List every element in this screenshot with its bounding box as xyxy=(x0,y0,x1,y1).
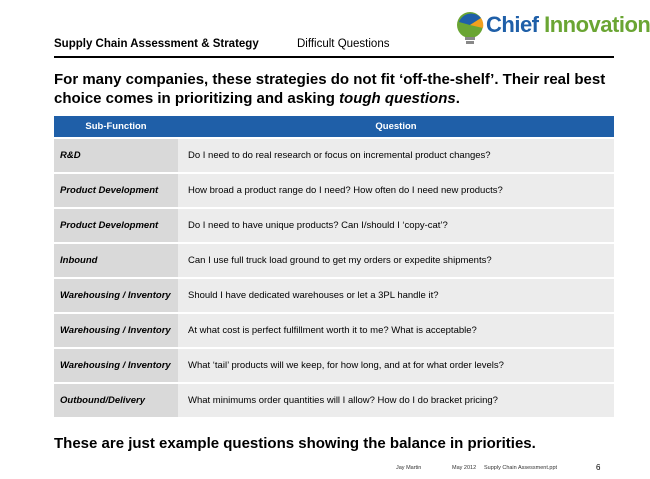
sub-function-cell: Outbound/Delivery xyxy=(54,383,178,418)
sub-function-cell: Warehousing / Inventory xyxy=(54,348,178,383)
headline-text: For many companies, these strategies do not fit ‘off-the-shelf’. Their real best choice comes in prioritizing and asking xyxy=(54,71,606,107)
header-section: Difficult Questions xyxy=(297,38,390,50)
sub-function-cell: Product Development xyxy=(54,173,178,208)
question-cell: How broad a product range do I need? How often do I need new products? xyxy=(178,173,614,208)
column-header-question: Question xyxy=(178,116,614,138)
questions-table xyxy=(54,116,614,419)
sub-function-cell: Warehousing / Inventory xyxy=(54,278,178,313)
headline-end: . xyxy=(455,90,460,107)
footer-statement: These are just example questions showing the balance in priorities. xyxy=(54,435,536,452)
footer-author: Jay Martin xyxy=(396,465,422,471)
question-cell: Should I have dedicated warehouses or let a 3PL handle it? xyxy=(178,278,614,313)
logo-wordmark xyxy=(486,12,650,38)
sub-function-cell: R&D xyxy=(54,138,178,173)
table-row xyxy=(54,243,614,278)
table-row xyxy=(54,173,614,208)
table-row xyxy=(54,348,614,383)
question-cell: What minimums order quantities will I allow? How do I do bracket pricing? xyxy=(178,383,614,418)
logo-word-innovation: Innovation xyxy=(544,12,650,37)
logo-word-chief: Chief xyxy=(486,12,539,37)
sub-function-cell: Warehousing / Inventory xyxy=(54,313,178,348)
table-row xyxy=(54,383,614,418)
chief-innovation-logo xyxy=(450,4,650,48)
question-cell: Do I need to do real research or focus on incremental product changes? xyxy=(178,138,614,173)
table-row xyxy=(54,278,614,313)
question-cell: Do I need to have unique products? Can I/should I ‘copy-cat’? xyxy=(178,208,614,243)
question-cell: Can I use full truck load ground to get my orders or expedite shipments? xyxy=(178,243,614,278)
headline-emphasis: tough questions xyxy=(339,90,456,107)
headline xyxy=(54,70,614,108)
sub-function-cell: Inbound xyxy=(54,243,178,278)
table-row xyxy=(54,313,614,348)
footer-file: Supply Chain Assessment.ppt xyxy=(484,465,558,471)
header-rule xyxy=(54,56,614,58)
lightbulb-icon xyxy=(450,8,490,48)
table-row xyxy=(54,138,614,173)
table-header-row xyxy=(54,116,614,138)
footer-date: May 2012 xyxy=(452,465,477,471)
question-cell: What ‘tail’ products will we keep, for how long, and at for what order levels? xyxy=(178,348,614,383)
header-title: Supply Chain Assessment & Strategy xyxy=(54,38,259,50)
question-cell: At what cost is perfect fulfillment worth it to me? What is acceptable? xyxy=(178,313,614,348)
page-number: 6 xyxy=(596,463,601,472)
column-header-sub-function: Sub-Function xyxy=(54,116,178,138)
table-row xyxy=(54,208,614,243)
sub-function-cell: Product Development xyxy=(54,208,178,243)
